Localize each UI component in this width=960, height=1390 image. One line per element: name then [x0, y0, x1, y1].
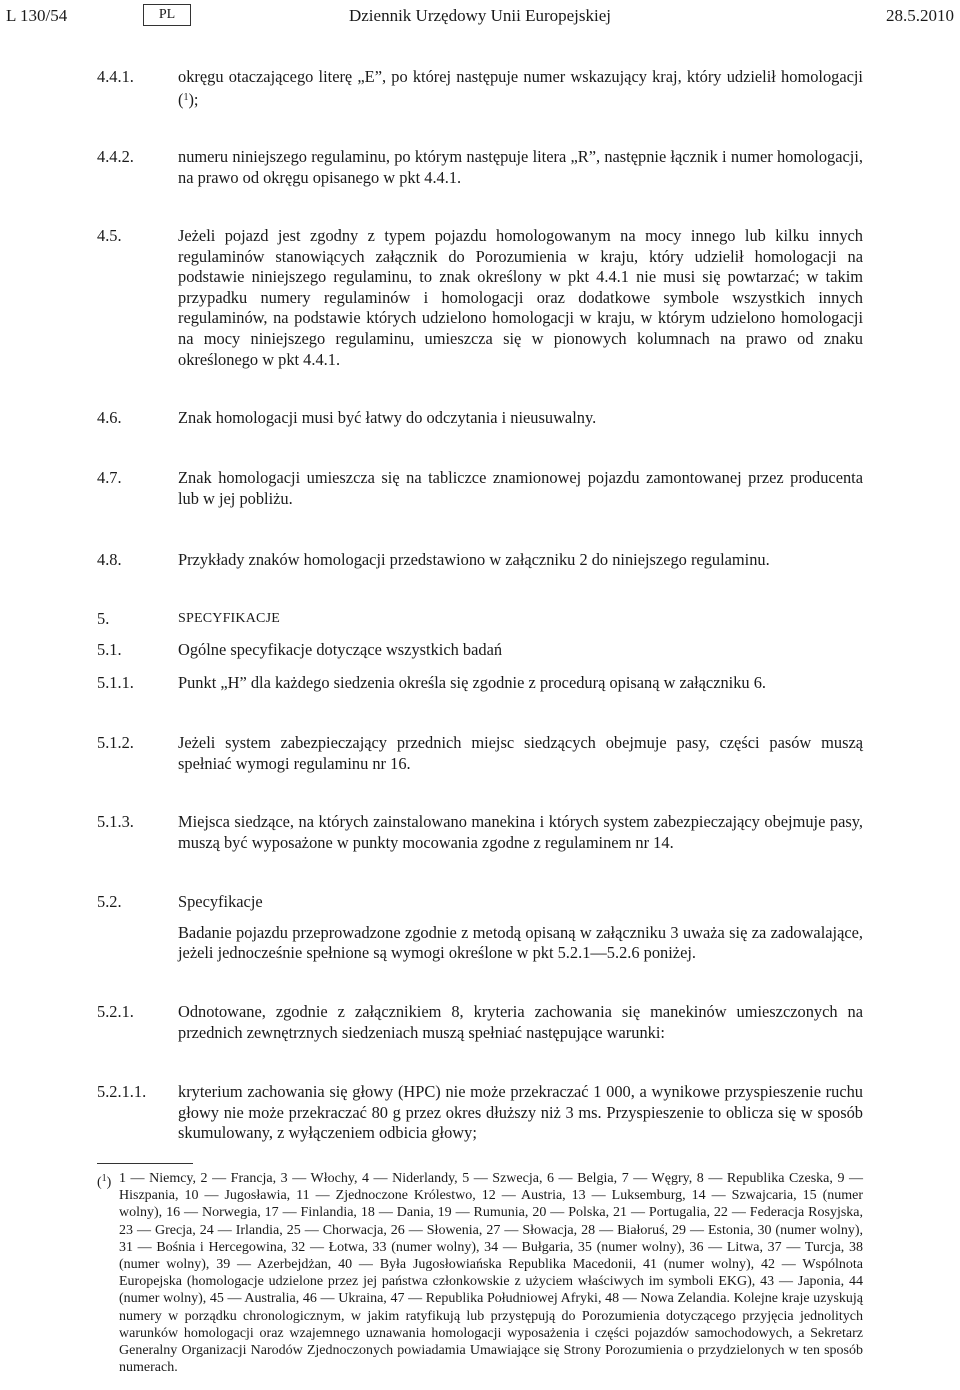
section-heading: Ogólne specyfikacje dotyczące wszystkich badań	[178, 640, 503, 659]
footnote	[97, 1170, 863, 1376]
section-4-8	[97, 550, 863, 571]
section-text: Punkt „H” dla każdego siedzenia określa się zgodnie z procedurą opisaną w załączniku 6.	[178, 673, 767, 692]
section-number: 5.1.	[97, 640, 122, 659]
section-4-7	[97, 468, 863, 509]
footnote-marker: ($^1$)	[97, 1173, 112, 1190]
section-number: 4.4.2.	[97, 147, 134, 166]
section-number: 5.2.	[97, 892, 122, 911]
section-5-heading	[97, 609, 863, 630]
footnote-divider	[97, 1163, 193, 1164]
section-text: kryterium zachowania się głowy (HPC) nie może przekraczać 1 000, a wynikowe przyspieszenie ruchu głowy nie może przekraczać 80 g przez okres dłuższy niż 3 ms. Przyspieszenie to oblicza się w sposób skumulowany, z wyłączeniem odbicia głowy;	[178, 1082, 863, 1143]
section-5-2-1-1	[97, 1082, 863, 1144]
footnote-text: 1 — Niemcy, 2 — Francja, 3 — Włochy, 4 — Niderlandy, 5 — Szwecja, 6 — Belgia, 7 — Węgry, 8 — Republika Czeska, 9 — Hiszpania, 10 — Jugosławia, 11 — Zjednoczone Królestwo, 12 — Austria, 13 — Luksemburg, 14 — Szwajcaria, 15 (numer wolny), 16 — Norwegia, 17 — Finlandia, 18 — Dania, 19 — Rumunia, 20 — Polska, 21 — Portugalia, 22 — Federacja Rosyjska, 23 — Grecja, 24 — Irlandia, 25 — Chorwacja, 26 — Słowenia, 27 — Słowacja, 28 — Białoruś, 29 — Estonia, 30 (numer wolny), 31 — Bośnia i Hercegowina, 32 — Łotwa, 33 (numer wolny), 34 — Bułgaria, 35 (numer wolny), 36 — Litwa, 37 — Turcja, 38 (numer wolny), 39 — Azerbejdżan, 40 — Była Jugosłowiańska Republika Macedonii, 41 (numer wolny), 42 — Wspólnota Europejska (homologacje udzielone przez jej państwa członkowskie z użyciem właściwych im symboli EKG), 43 — Japonia, 44 (numer wolny), 45 — Australia, 46 — Ukraina, 47 — Republika Południowej Afryki, 48 — Nowa Zelandia. Kolejne kraje uzyskują numery w porządku chronologicznym, w jakim ratyfikują lub przystępują do Porozumienia dotyczącego przyjęcia jednolitych warunków homologacji oraz wzajemnego uznawania homologacji wyposażenia i części pojazdów samochodowych, a Sekretarz Generalny Organizacji Narodów Zjednoczonych powiadamia Umawiające się Strony Porozumienia o przydzielonych w ten sposób numerach.	[119, 1171, 863, 1376]
section-text: Przykłady znaków homologacji przedstawiono w załączniku 2 do niniejszego regulaminu.	[178, 550, 770, 569]
section-text: Znak homologacji musi być łatwy do odczytania i nieusuwalny.	[178, 408, 597, 427]
section-number: 4.6.	[97, 408, 122, 427]
section-number: 4.7.	[97, 468, 122, 487]
section-4-4-2	[97, 147, 863, 188]
section-number: 5.	[97, 609, 110, 628]
section-4-4-1	[97, 67, 863, 110]
section-text: Miejsca siedzące, na których zainstalowano manekina i których system zabezpieczający obejmuje pasy, muszą być wyposażone w punkty mocowania zgodne z regulaminem nr 14.	[178, 812, 863, 852]
publication-date: 28.5.2010	[886, 6, 954, 25]
footnote-reference[interactable]: 1	[183, 91, 189, 103]
section-text: Jeżeli system zabezpieczający przednich miejsc siedzących obejmuje pasy, części pasów muszą spełniać wymogi regulaminu nr 16.	[178, 733, 863, 773]
section-number: 4.5.	[97, 226, 122, 245]
section-5-1-1	[97, 673, 863, 694]
section-number: 5.2.1.	[97, 1002, 134, 1021]
section-number: 4.4.1.	[97, 67, 134, 86]
language-badge: PL	[143, 4, 191, 26]
section-heading: Specyfikacje	[178, 892, 263, 911]
section-text: Jeżeli pojazd jest zgodny z typem pojazdu homologowanym na mocy innego lub kilku innych regulaminów stanowiących załącznik do Porozumienia w kraju, który udzielił homologacji na podstawie niniejszego regulaminu, to znak określony w pkt 4.4.1 nie musi się powtarzać; w takim przypadku numery regulaminów i homologacji oraz dodatkowe symbole wszystkich innych regulaminów, na podstawie których udzielono homologacji w kraju, w którym udzielono homologacji na mocy niniejszego regulaminu, umieszcza się w pionowych kolumnach na prawo od znaku określonego w pkt 4.4.1.	[178, 226, 863, 369]
section-5-1	[97, 640, 863, 661]
section-5-2-1	[97, 1002, 863, 1043]
section-number: 5.1.2.	[97, 733, 134, 752]
section-5-2	[97, 892, 863, 964]
section-text: Odnotowane, zgodnie z załącznikiem 8, kryteria zachowania się manekinów umieszczonych na przednich zewnętrznych siedzeniach muszą spełniać następujące warunki:	[178, 1002, 863, 1042]
section-text: numeru niniejszego regulaminu, po którym następuje litera „R”, następnie łącznik i numer homologacji, na prawo od okręgu opisanego w pkt 4.4.1.	[178, 147, 863, 187]
section-number: 5.2.1.1.	[97, 1082, 147, 1101]
section-text: Badanie pojazdu przeprowadzone zgodnie z metodą opisaną w załączniku 3 uważa się za zadowalające, jeżeli jednocześnie spełnione są wymogi określone w pkt 5.2.1—5.2.6 poniżej.	[178, 922, 863, 963]
section-text: Znak homologacji umieszcza się na tabliczce znamionowej pojazdu zamontowanej przez producenta lub w jej pobliżu.	[178, 468, 863, 508]
page-reference: L 130/54	[6, 6, 68, 25]
section-4-6	[97, 408, 863, 429]
section-number: 5.1.3.	[97, 812, 134, 831]
section-number: 5.1.1.	[97, 673, 134, 692]
section-5-1-3	[97, 812, 863, 853]
section-text: okręgu otaczającego literę „E”, po której następuje numer wskazujący kraj, który udzielił homologacji ($^1$);	[178, 67, 863, 109]
section-5-1-2	[97, 733, 863, 774]
page-header	[6, 4, 954, 28]
section-heading: SPECYFIKACJE	[178, 611, 280, 626]
section-4-5	[97, 226, 863, 370]
section-number: 4.8.	[97, 550, 122, 569]
journal-title: Dziennik Urzędowy Unii Europejskiej	[348, 6, 611, 25]
